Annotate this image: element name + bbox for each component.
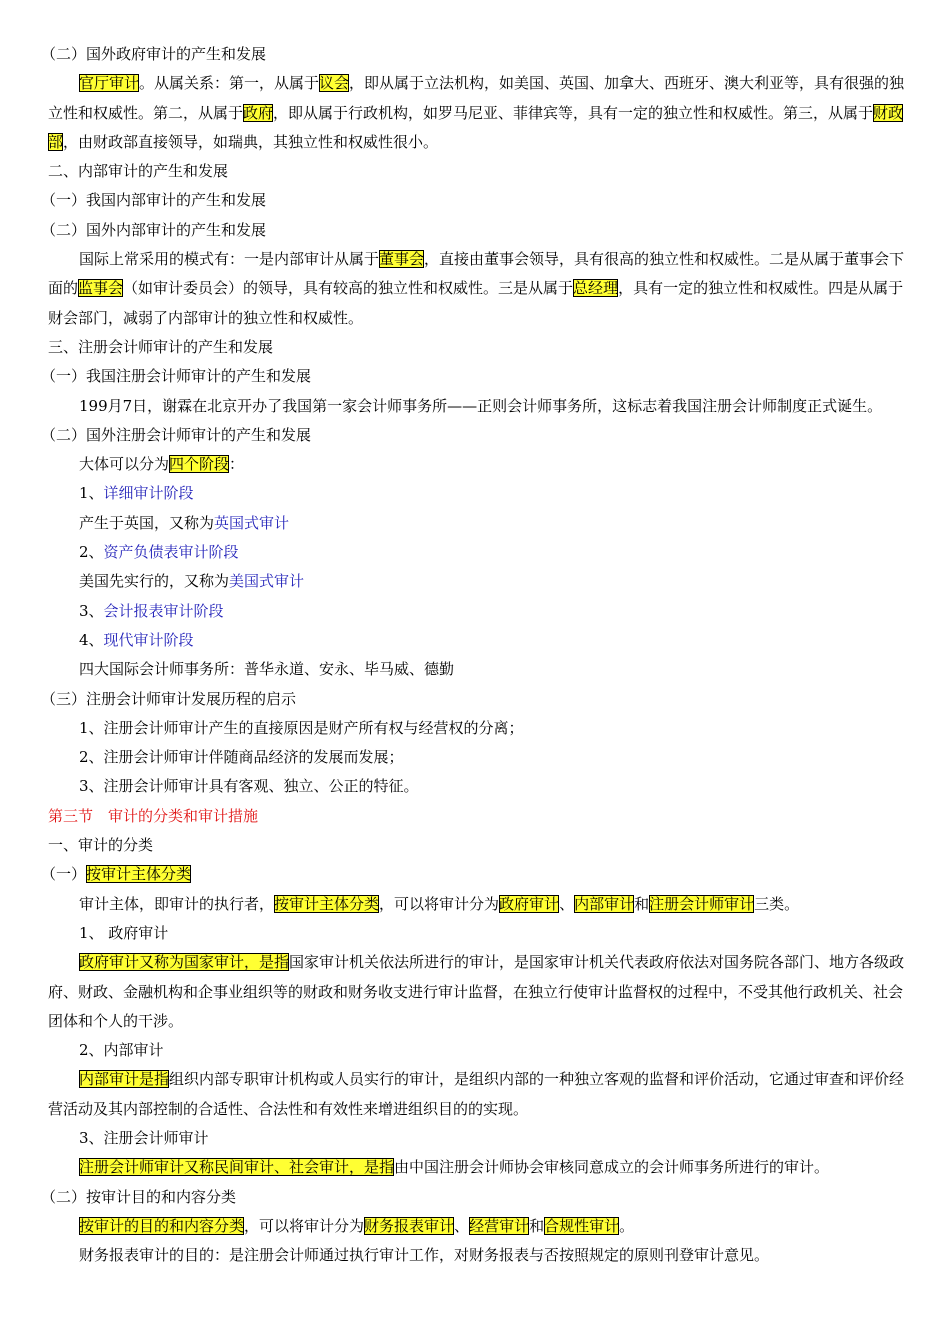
highlight: 经营审计 <box>469 1216 530 1235</box>
paragraph-audit-purpose: 按审计的目的和内容分类，可以将审计分为财务报表审计、经营审计和合规性审计。 <box>79 1216 635 1235</box>
list-item-lesson-1: 1、注册会计师审计产生的直接原因是财产所有权与经营权的分离； <box>79 718 524 737</box>
list-item-stage-3: 3、会计报表审计阶段 <box>79 601 224 620</box>
paragraph-audit-subject: 审计主体，即审计的执行者，按审计主体分类，可以将审计分为政府审计、内部审计和注册会计师审计三类。 <box>79 894 800 913</box>
big-four-firms: 四大国际会计师事务所：普华永道、安永、毕马威、德勤 <box>79 660 455 679</box>
list-item-gov-audit: 1、 政府审计 <box>79 923 169 942</box>
highlight: 监事会 <box>78 279 124 298</box>
subheading-foreign-cpa-audit: （二）国外注册会计师审计的产生和发展 <box>41 425 312 444</box>
subheading-cpa-lessons: （三）注册会计师审计发展历程的启示 <box>41 689 297 708</box>
paragraph-internal-audit-models: 国际上常采用的模式有：一是内部审计从属于董事会，直接由董事会领导，具有很高的独立性和权威性。二是从属于董事会下面的监事会（如审计委员会）的领导，具有较高的独立性和权威性。三是从属于总经理，具有一定的独立性和权威性。四是从属于财会部门，减弱了内部审计的独立性和权威性。 <box>48 250 905 327</box>
highlight: 总经理 <box>573 279 619 298</box>
highlight: 议会 <box>319 74 350 93</box>
paragraph-four-stages: 大体可以分为四个阶段： <box>79 455 245 474</box>
highlight: 内部审计 <box>574 894 635 913</box>
highlight: 政府审计又称为国家审计，是指 <box>79 953 290 972</box>
highlight: 按审计的目的和内容分类 <box>79 1216 245 1235</box>
highlight: 注册会计师审计 <box>649 894 755 913</box>
highlight: 官厅审计 <box>79 74 140 93</box>
subheading-domestic-internal-audit: （一）我国内部审计的产生和发展 <box>41 191 267 210</box>
heading-internal-audit: 二、内部审计的产生和发展 <box>48 162 229 181</box>
stage-1-note: 产生于英国，又称为英国式审计 <box>79 513 290 532</box>
stage-2-note: 美国先实行的，又称为美国式审计 <box>79 572 305 591</box>
highlight: 财务报表审计 <box>364 1216 455 1235</box>
highlight: 政府 <box>243 103 274 122</box>
list-item-lesson-2: 2、注册会计师审计伴随商品经济的发展而发展； <box>79 748 404 767</box>
highlight: 按审计主体分类 <box>274 894 380 913</box>
highlight: 政府审计 <box>499 894 560 913</box>
subheading-foreign-gov-audit: （二）国外政府审计的产生和发展 <box>41 45 267 63</box>
paragraph-gov-audit-affiliation: 官厅审计。从属关系：第一，从属于议会，即从属于立法机构，如美国、英国、加拿大、西班牙、澳大利亚等，具有很强的独立性和权威性。第二，从属于政府，即从属于行政机构，如罗马尼亚、菲律宾等，具有一定的独立性和权威性。第三，从属于财政部，由财政部直接领导，如瑞典，其独立性和权威性很小。 <box>48 74 905 151</box>
list-item-internal-audit: 2、内部审计 <box>79 1041 164 1060</box>
highlight: 注册会计师审计又称民间审计、社会审计，是指 <box>79 1158 395 1177</box>
highlight: 合规性审计 <box>544 1216 620 1235</box>
highlight: 财政部 <box>48 103 904 151</box>
heading-audit-classification: 一、审计的分类 <box>48 836 154 855</box>
paragraph-internal-audit-definition: 内部审计是指组织内部专职审计机构或人员实行的审计，是组织内部的一种独立客观的监督和评价活动，它通过审查和评价经营活动及其内部控制的合适性、合法性和有效性来增进组织目的的实现。 <box>48 1070 905 1118</box>
list-item-stage-4: 4、现代审计阶段 <box>79 630 194 649</box>
subheading-by-purpose: （二）按审计目的和内容分类 <box>41 1187 237 1206</box>
document-page <box>41 40 910 1270</box>
list-item-stage-2: 2、资产负债表审计阶段 <box>79 543 239 562</box>
list-item-stage-1: 1、详细审计阶段 <box>79 484 194 503</box>
paragraph-gov-audit-definition: 政府审计又称为国家审计，是指国家审计机关依法所进行的审计，是国家审计机关代表政府依法对国务院各部门、地方各级政府、财政、金融机构和企事业组织等的财政和财务收支进行审计监督，在独立行使审计监督权的过程中，不受其他行政机关、社会团体和个人的干涉。 <box>48 953 905 1030</box>
subheading-by-subject: （一）按审计主体分类 <box>41 865 192 884</box>
heading-cpa-audit: 三、注册会计师审计的产生和发展 <box>48 337 274 356</box>
paragraph-fs-audit-purpose: 财务报表审计的目的：是注册会计师通过执行审计工作，对财务报表与否按照规定的原则刊登审计意见。 <box>79 1246 770 1265</box>
list-item-lesson-3: 3、注册会计师审计具有客观、独立、公正的特征。 <box>79 777 419 796</box>
subheading-domestic-cpa-audit: （一）我国注册会计师审计的产生和发展 <box>41 367 312 386</box>
highlight: 董事会 <box>379 250 425 269</box>
highlight: 四个阶段 <box>169 455 230 474</box>
list-item-cpa-audit: 3、注册会计师审计 <box>79 1128 209 1147</box>
paragraph-first-firm: 199月7日，谢霖在北京开办了我国第一家会计师事务所——正则会计师事务所，这标志着我国注册会计师制度正式诞生。 <box>79 396 883 415</box>
highlight: 按审计主体分类 <box>86 865 192 884</box>
paragraph-cpa-audit-definition: 注册会计师审计又称民间审计、社会审计，是指由中国注册会计师协会审核同意成立的会计师事务所进行的审计。 <box>79 1158 830 1177</box>
subheading-foreign-internal-audit: （二）国外内部审计的产生和发展 <box>41 220 267 239</box>
section-heading-3: 第三节 审计的分类和审计措施 <box>48 806 259 825</box>
highlight: 内部审计是指 <box>79 1070 170 1089</box>
